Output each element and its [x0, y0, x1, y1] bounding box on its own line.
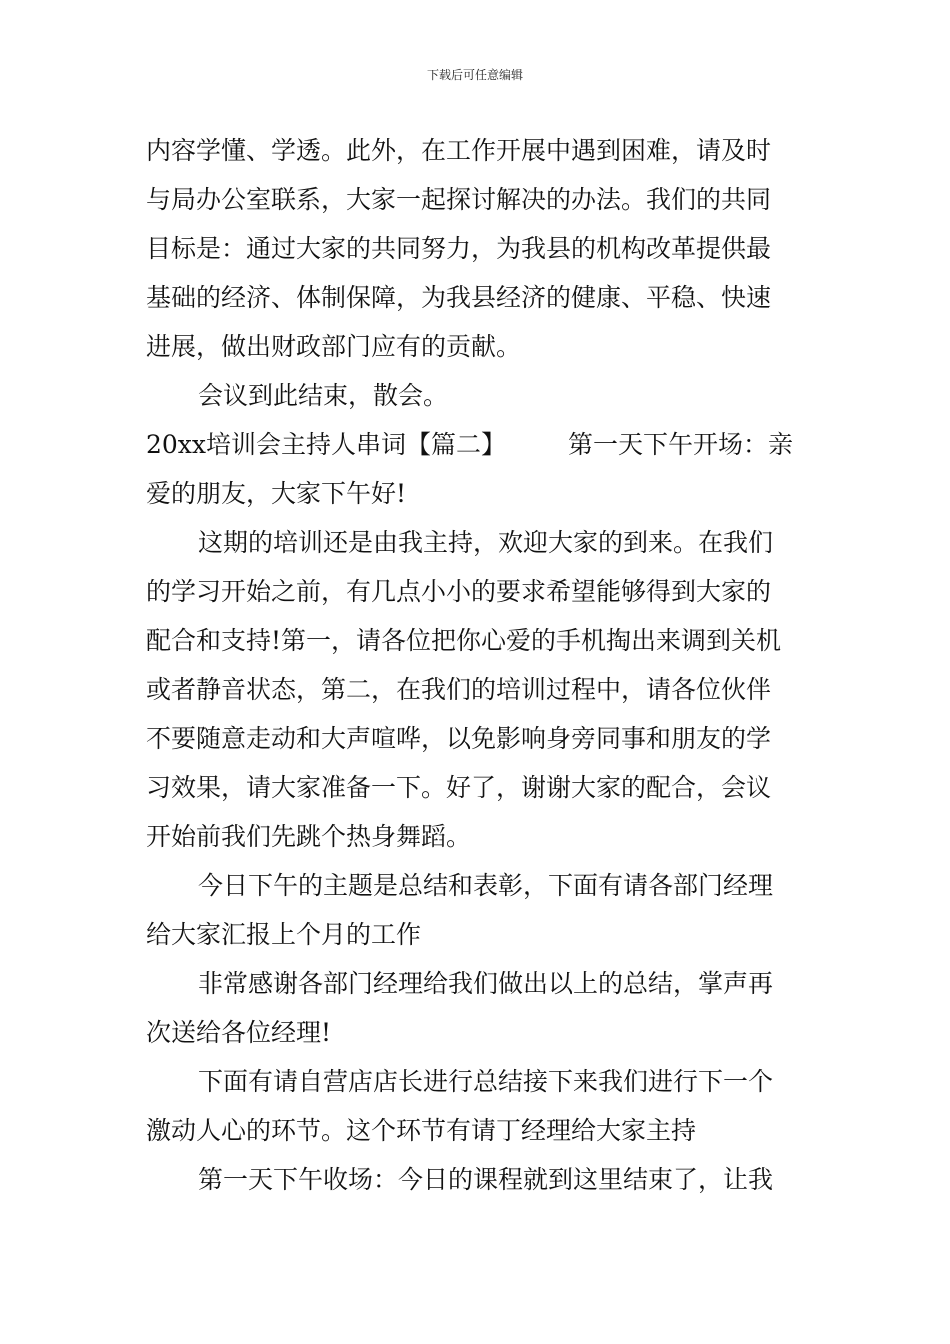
- body-line: 开始前我们先跳个热身舞蹈。: [146, 822, 472, 851]
- section-heading-title: 20xx培训会主持人串词【篇二】: [146, 430, 507, 459]
- body-line: 爱的朋友，大家下午好!: [146, 479, 407, 508]
- body-line: 的学习开始之前，有几点小小的要求希望能够得到大家的: [146, 577, 772, 606]
- body-line: 下面有请自营店店长进行总结接下来我们进行下一个: [198, 1067, 774, 1096]
- page-header-note: 下载后可任意编辑: [426, 68, 523, 82]
- body-line: 或者静音状态，第二，在我们的培训过程中，请各位伙伴: [146, 675, 772, 704]
- body-line: 今日下午的主题是总结和表彰，下面有请各部门经理: [198, 871, 774, 900]
- body-line: 次送给各位经理!: [146, 1018, 332, 1047]
- body-line: 与局办公室联系，大家一起探讨解决的办法。我们的共同: [146, 185, 772, 214]
- body-line: 激动人心的环节。这个环节有请丁经理给大家主持: [146, 1116, 697, 1145]
- body-line: 给大家汇报上个月的工作: [146, 920, 422, 949]
- body-line: 进展，做出财政部门应有的贡献。: [146, 332, 522, 361]
- body-line: 非常感谢各部门经理给我们做出以上的总结，掌声再: [198, 969, 774, 998]
- body-line: 基础的经济、体制保障，为我县经济的健康、平稳、快速: [146, 283, 772, 312]
- body-line-fragment: 亲: [768, 430, 794, 459]
- body-line: 习效果，请大家准备一下。好了，谢谢大家的配合，会议: [146, 773, 772, 802]
- body-line: 配合和支持!第一，请各位把你心爱的手机掏出来调到关机: [146, 626, 782, 655]
- section-heading-continuation: 第一天下午开场：: [568, 430, 769, 459]
- body-line: 这期的培训还是由我主持，欢迎大家的到来。在我们: [198, 528, 774, 557]
- body-line: 第一天下午收场：今日的课程就到这里结束了，让我: [198, 1165, 774, 1194]
- document-body: [146, 126, 806, 1204]
- section-heading-line: [146, 420, 806, 469]
- body-line: 内容学懂、学透。此外，在工作开展中遇到困难，请及时: [146, 136, 772, 165]
- body-line: 不要随意走动和大声喧哗，以免影响身旁同事和朋友的学: [146, 724, 772, 753]
- body-line: 目标是：通过大家的共同努力，为我县的机构改革提供最: [146, 234, 772, 263]
- body-line: 会议到此结束，散会。: [198, 381, 449, 410]
